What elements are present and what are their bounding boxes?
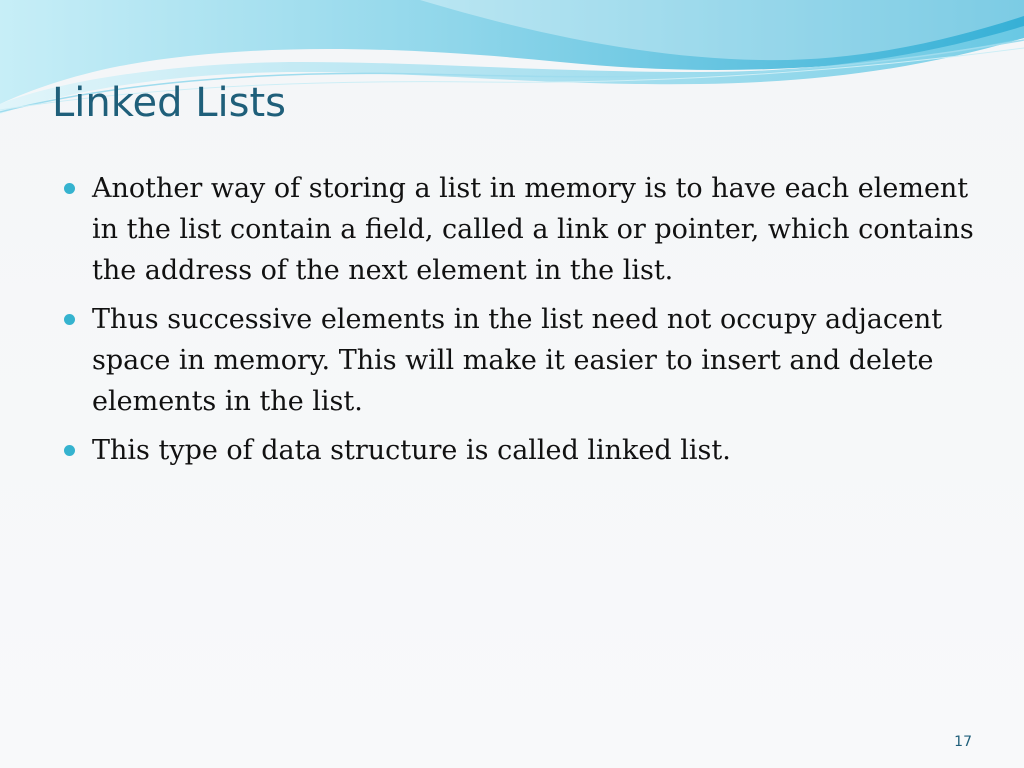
bullet-dot-icon: [64, 445, 75, 456]
slide-title: Linked Lists: [52, 80, 286, 126]
bullet-text: Another way of storing a list in memory is to have each element in the list contain a field, called a link or pointer, which contains the address of the next element in the list.: [92, 173, 974, 286]
bullet-list: [62, 168, 982, 479]
bullet-item: [62, 430, 982, 471]
bullet-dot-icon: [64, 314, 75, 325]
slide-number: 17: [954, 734, 972, 750]
bullet-item: [62, 168, 982, 291]
bullet-item: [62, 299, 982, 422]
bullet-text: This type of data structure is called linked list.: [92, 435, 731, 466]
bullet-text: Thus successive elements in the list need not occupy adjacent space in memory. This will make it easier to insert and delete elements in the list.: [92, 304, 943, 417]
bullet-dot-icon: [64, 183, 75, 194]
